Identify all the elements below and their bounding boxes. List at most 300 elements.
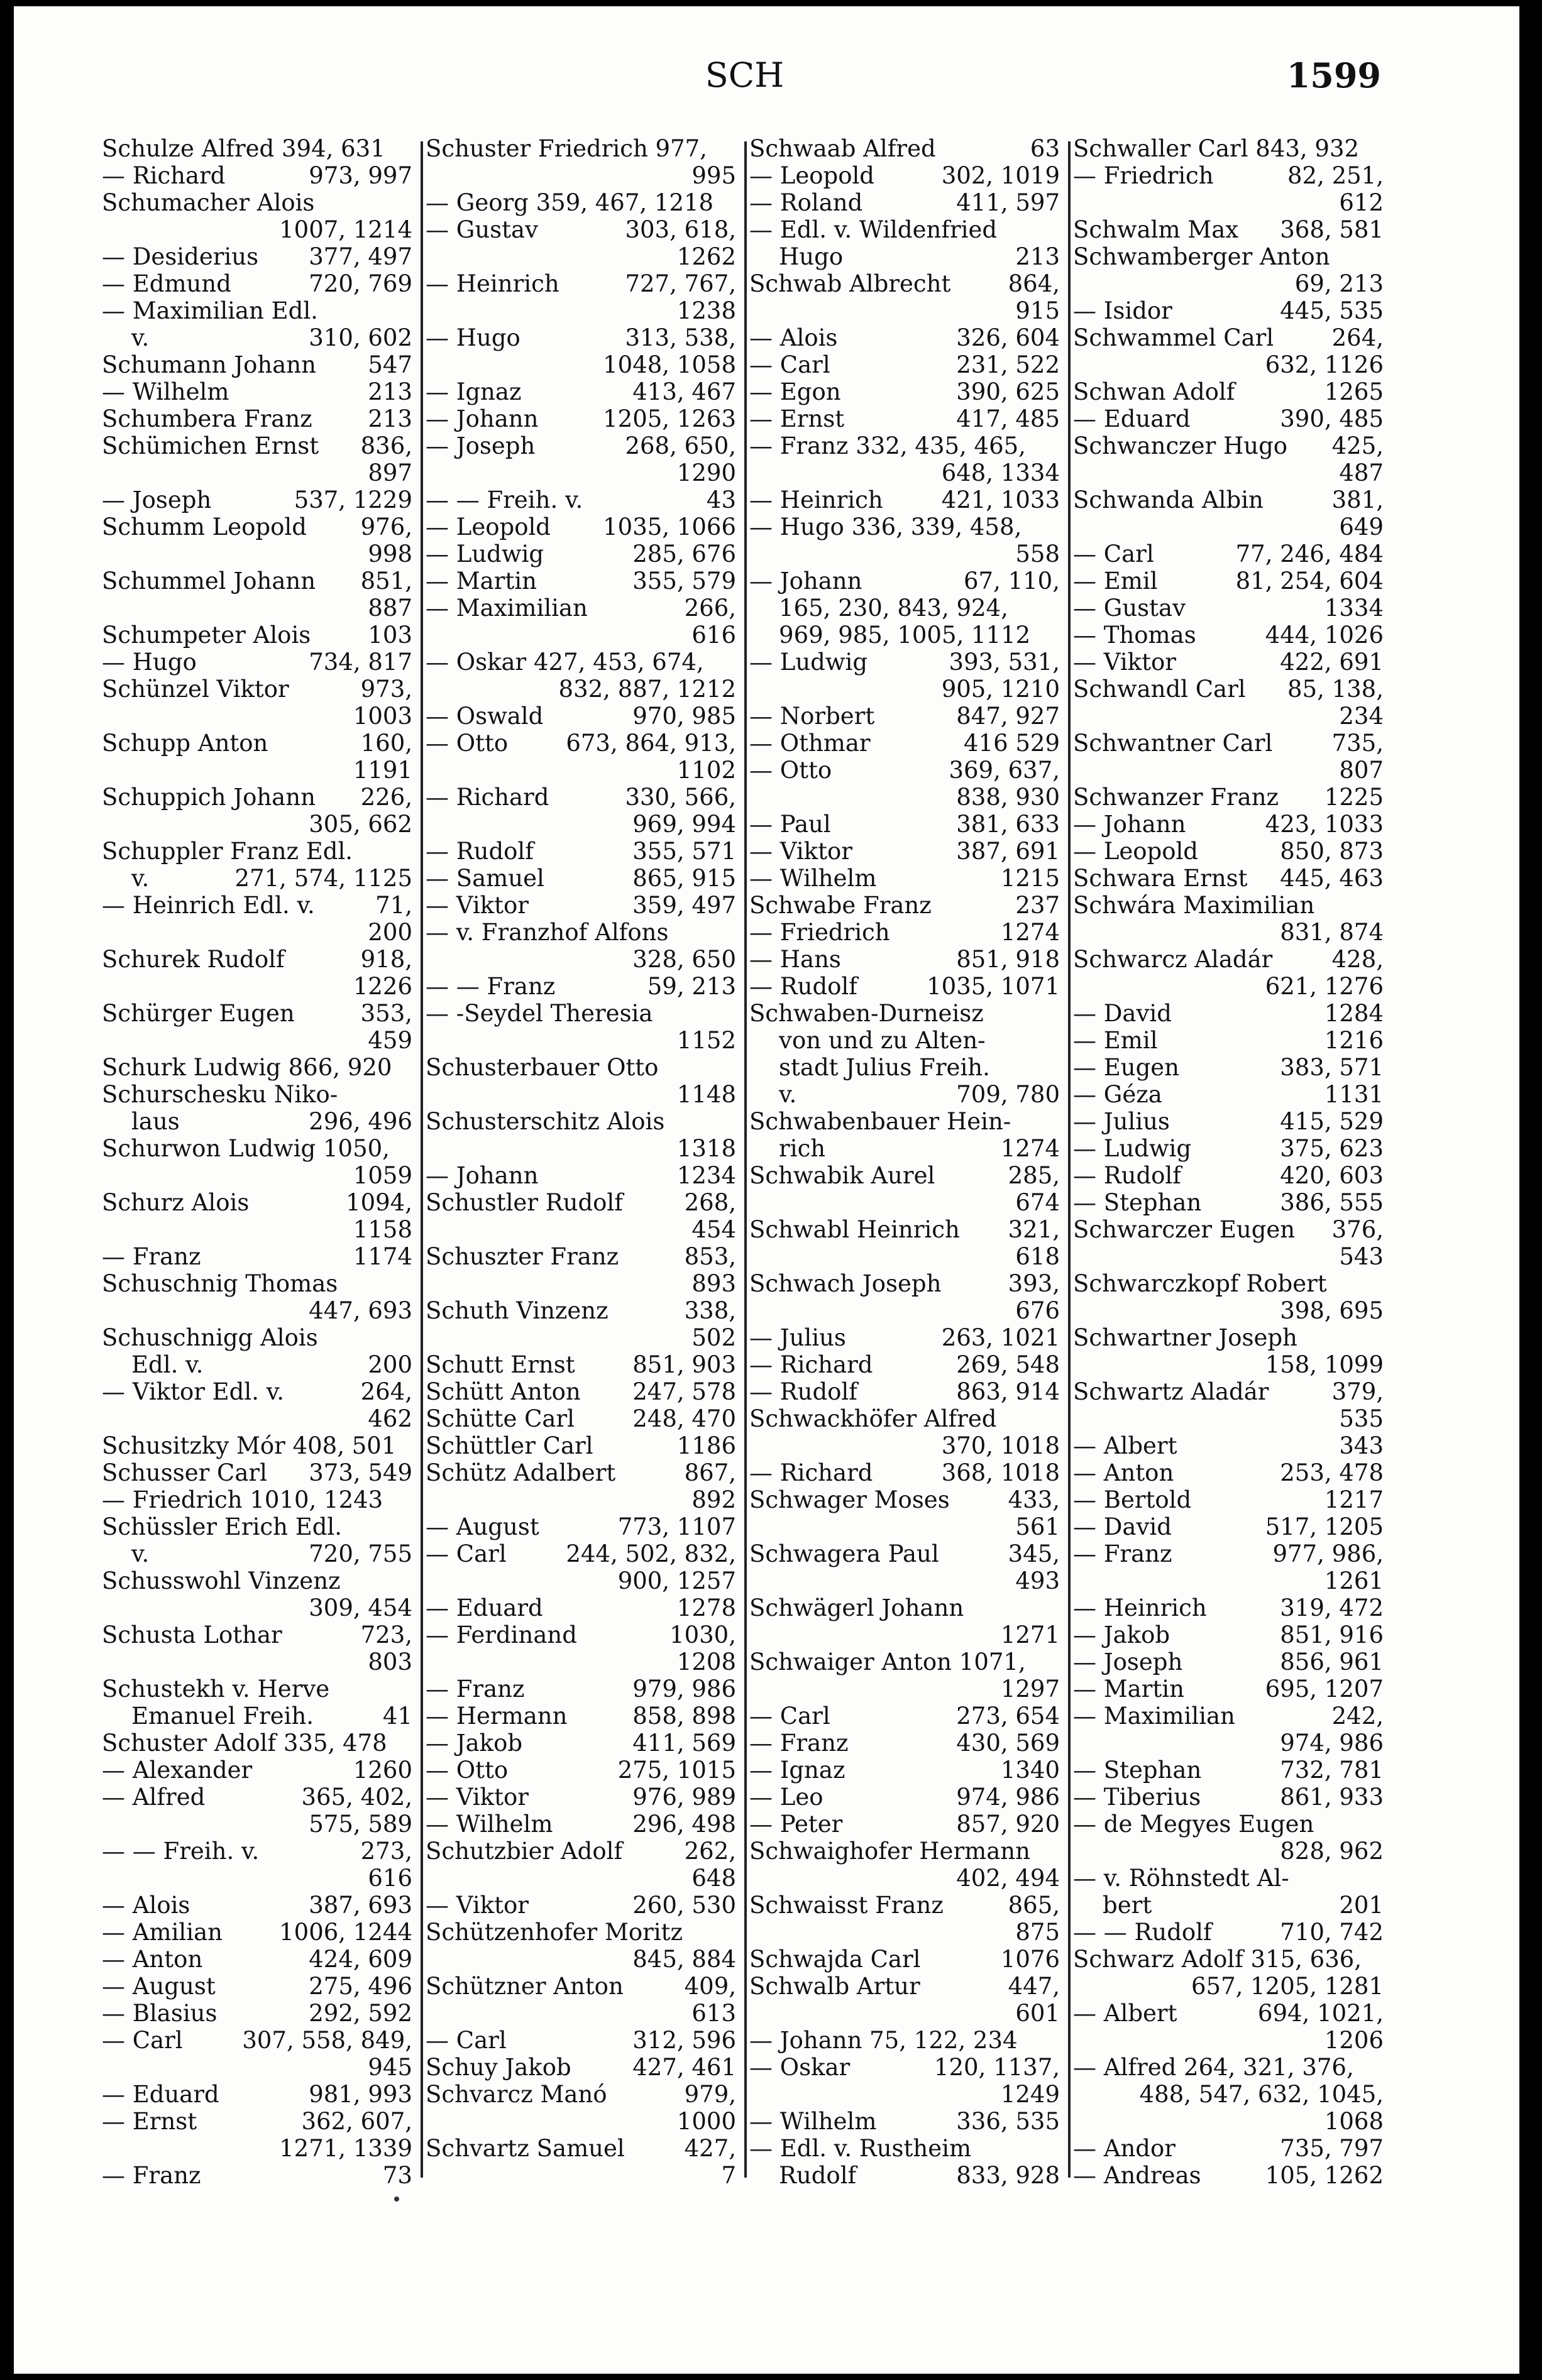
entry-text [426, 243, 677, 270]
entry-text: — Ernst [749, 405, 845, 432]
entry-pages [1060, 2135, 1064, 2162]
index-entry-line [749, 946, 1064, 973]
index-entry-line [749, 838, 1064, 865]
index-entry-line [1073, 189, 1387, 216]
index-entry-line [426, 243, 740, 270]
entry-text [1073, 919, 1280, 946]
entry-pages: 974, 986 [1280, 1730, 1384, 1757]
entry-text: Schwantner Carl [1073, 730, 1273, 757]
index-entry-line [426, 297, 740, 324]
entry-pages: 832, 887, 1212 [558, 676, 736, 703]
entry-text: — Georg 359, 467, 1218 [426, 189, 714, 216]
entry-pages: 865, [1008, 1892, 1060, 1919]
entry-text [426, 1270, 691, 1297]
index-entry-line [426, 1648, 740, 1675]
entry-pages: 447, 693 [309, 1297, 412, 1324]
entry-text: Schusser Carl [102, 1459, 267, 1486]
index-entry-line [426, 703, 740, 730]
entry-text: Schuppich Johann [102, 784, 316, 811]
entry-pages: 296, 498 [632, 1811, 736, 1838]
entry-text: Schwara Ernst [1073, 865, 1248, 892]
entry-pages: 1290 [676, 459, 736, 486]
index-entry-line [102, 1757, 416, 1784]
entry-text: — Andor [1073, 2135, 1176, 2162]
entry-text: Schüttler Carl [426, 1432, 593, 1459]
index-entry-line [102, 1811, 416, 1838]
entry-pages: 657, 1205, 1281 [1191, 1973, 1384, 2000]
index-entry-line [749, 568, 1064, 595]
entry-pages: 502 [691, 1324, 736, 1351]
index-entry-line [749, 432, 1064, 459]
entry-pages: 558 [1015, 540, 1060, 568]
entry-text [1073, 1838, 1280, 1865]
index-entry-line [102, 1270, 416, 1297]
entry-text: Schwanzer Franz [1073, 784, 1279, 811]
entry-text [749, 1432, 942, 1459]
index-entry-line [102, 568, 416, 595]
index-entry-line [102, 486, 416, 513]
entry-text: Schützenhofer Moritz [426, 1919, 683, 1946]
index-column-4 [1073, 135, 1387, 2209]
entry-pages: 1260 [353, 1757, 412, 1784]
index-entry-line [749, 1108, 1064, 1135]
entry-text: — Franz [102, 2162, 201, 2189]
index-entry-line [102, 838, 416, 865]
index-entry-line [102, 811, 416, 838]
entry-pages: 945 [368, 2054, 412, 2081]
entry-text [102, 216, 279, 243]
entry-text: — Friedrich 1010, 1243 [102, 1486, 383, 1513]
index-entry-line [426, 351, 740, 378]
entry-text [102, 1648, 368, 1675]
entry-text: — Rudolf [1073, 1162, 1181, 1189]
entry-text: Schwaisst Franz [749, 1892, 944, 1919]
index-entry-line [1073, 1027, 1387, 1054]
entry-text [1073, 513, 1339, 540]
index-entry-line [1073, 2027, 1387, 2054]
entry-text: v. [749, 1081, 797, 1108]
index-entry-line [102, 2135, 416, 2162]
index-entry-line [749, 1405, 1064, 1432]
entry-text [102, 1405, 368, 1432]
index-entry-line [426, 946, 740, 973]
entry-pages: 387, 691 [956, 838, 1060, 865]
index-entry-line [426, 1243, 740, 1270]
index-entry-line [102, 1946, 416, 1973]
entry-pages: 427, [684, 2135, 736, 2162]
index-entry-line [102, 459, 416, 486]
entry-pages: 1076 [1000, 1946, 1060, 1973]
index-entry-line [1073, 757, 1387, 784]
index-entry-line [749, 1567, 1064, 1594]
entry-pages: 445, 463 [1280, 865, 1384, 892]
entry-text [426, 1567, 618, 1594]
index-entry-line [102, 1081, 416, 1108]
entry-pages: 875 [1015, 1919, 1060, 1946]
index-entry-line [102, 973, 416, 1000]
index-entry-line [426, 1054, 740, 1081]
entry-pages: 773, 1107 [617, 1513, 736, 1540]
entry-text [426, 1135, 677, 1162]
index-entry-line [1073, 1324, 1387, 1351]
entry-text: Schuppler Franz Edl. [102, 838, 353, 865]
entry-text: Schwabe Franz [749, 892, 932, 919]
entry-pages: 275, 1015 [617, 1757, 736, 1784]
entry-text: von und zu Alten- [749, 1027, 986, 1054]
entry-pages: 861, 933 [1280, 1784, 1384, 1811]
index-entry-line [749, 2027, 1064, 2054]
entry-pages: 856, 961 [1280, 1648, 1384, 1675]
index-entry-line [426, 1703, 740, 1730]
index-entry-line [749, 540, 1064, 568]
entry-text [102, 919, 368, 946]
index-entry-line [102, 649, 416, 676]
index-entry-line [426, 486, 740, 513]
entry-text: Schütz Adalbert [426, 1459, 616, 1486]
entry-text: — Heinrich [749, 486, 883, 513]
index-entry-line [426, 1513, 740, 1540]
entry-pages: 421, 1033 [941, 486, 1060, 513]
entry-text: — Leopold [426, 513, 551, 540]
index-entry-line [749, 459, 1064, 486]
entry-text: Schurz Alois [102, 1189, 250, 1216]
entry-pages: 353, [360, 1000, 412, 1027]
entry-pages: 375, 623 [1280, 1135, 1384, 1162]
entry-pages: 1318 [676, 1135, 736, 1162]
entry-text: Schwaben-Durneisz [749, 1000, 984, 1027]
entry-text: Schumm Leopold [102, 513, 307, 540]
index-entry-line [1073, 838, 1387, 865]
entry-pages: 200 [368, 1351, 412, 1378]
entry-pages: 355, 579 [632, 568, 736, 595]
index-entry-line [102, 1919, 416, 1946]
entry-pages: 828, 962 [1280, 1838, 1384, 1865]
index-entry-line [749, 1378, 1064, 1405]
entry-pages: 865, 915 [632, 865, 736, 892]
entry-pages: 362, 607, [301, 2108, 412, 2135]
entry-text [1073, 703, 1339, 730]
entry-text: Schuy Jakob [426, 2054, 571, 2081]
index-entry-line [1073, 1432, 1387, 1459]
index-entry-line [749, 757, 1064, 784]
entry-pages: 613 [691, 2000, 736, 2027]
index-entry-line [1073, 2162, 1387, 2189]
entry-pages: 616 [691, 622, 736, 649]
index-entry-line [1073, 622, 1387, 649]
index-entry-line [102, 297, 416, 324]
entry-text: — Leopold [1073, 838, 1198, 865]
index-entry-line [102, 2054, 416, 2081]
entry-text: Schwartz Aladár [1073, 1378, 1269, 1405]
entry-text: — Martin [426, 568, 537, 595]
entry-text [426, 676, 559, 703]
entry-text: Schwalb Artur [749, 1973, 920, 2000]
entry-pages [736, 1108, 740, 1135]
entry-pages: 398, 695 [1280, 1297, 1384, 1324]
entry-pages: 1215 [1000, 865, 1060, 892]
entry-text: — Heinrich [1073, 1594, 1207, 1621]
entry-pages: 851, 918 [956, 946, 1060, 973]
index-entry-line [749, 1703, 1064, 1730]
entry-text: — Ludwig [1073, 1135, 1192, 1162]
index-entry-line [102, 2081, 416, 2108]
entry-text: Schwalm Max [1073, 216, 1239, 243]
entry-pages: 307, 558, 849, [242, 2027, 412, 2054]
index-entry-line [1073, 270, 1387, 297]
index-entry-line [426, 1865, 740, 1892]
entry-pages: 393, [1008, 1270, 1060, 1297]
index-entry-line [749, 1811, 1064, 1838]
entry-text [1073, 1405, 1339, 1432]
entry-pages: 981, 993 [309, 2081, 412, 2108]
entry-text [426, 351, 603, 378]
entry-text [426, 162, 691, 189]
index-entry-line [749, 1351, 1064, 1378]
entry-text: — — Freih. v. [102, 1838, 260, 1865]
index-entry-line [1073, 1054, 1387, 1081]
entry-pages: 535 [1339, 1405, 1384, 1432]
entry-text [1073, 1297, 1280, 1324]
entry-text [426, 1486, 691, 1513]
entry-pages: 411, 597 [956, 189, 1060, 216]
entry-text: — Rudolf [749, 1378, 857, 1405]
entry-text: — August [102, 1973, 216, 2000]
entry-pages [1384, 1946, 1387, 1973]
entry-pages: 365, 402, [301, 1784, 412, 1811]
entry-pages [1060, 595, 1064, 622]
entry-text: Schuschnigg Alois [102, 1324, 318, 1351]
index-entry-line [1073, 1648, 1387, 1675]
entry-text: — Ernst [102, 2108, 197, 2135]
entry-text: — Stephan [1073, 1189, 1202, 1216]
entry-pages: 242, [1331, 1703, 1384, 1730]
index-entry-line [102, 1594, 416, 1621]
entry-text: Schvartz Samuel [426, 2135, 625, 2162]
entry-pages: 462 [368, 1405, 412, 1432]
entry-text: — Maximilian [426, 595, 588, 622]
entry-text: Schusterbauer Otto [426, 1054, 659, 1081]
entry-pages: 424, 609 [309, 1946, 412, 1973]
entry-text: Schwandl Carl [1073, 676, 1246, 703]
entry-text: rich [749, 1135, 826, 1162]
entry-text: — Martin [1073, 1675, 1184, 1703]
entry-pages: 710, 742 [1280, 1919, 1384, 1946]
index-entry-line [1073, 1405, 1387, 1432]
index-entry-line [426, 865, 740, 892]
entry-text: — Franz [1073, 1540, 1172, 1567]
entry-text [1073, 973, 1265, 1000]
entry-text: Schwager Moses [749, 1486, 950, 1513]
entry-text: Schwajda Carl [749, 1946, 921, 1973]
index-entry-line [426, 162, 740, 189]
entry-text [426, 1865, 691, 1892]
entry-pages: 831, 874 [1280, 919, 1384, 946]
entry-pages: 82, 251, [1287, 162, 1384, 189]
index-entry-line [749, 1297, 1064, 1324]
entry-pages: 409, [684, 1973, 736, 2000]
entry-text: — Viktor Edl. v. [102, 1378, 285, 1405]
entry-text: — Albert [1073, 2000, 1177, 2027]
entry-text [102, 1297, 309, 1324]
entry-pages: 81, 254, 604 [1235, 568, 1384, 595]
index-entry-line [1073, 1216, 1387, 1243]
index-entry-line [749, 378, 1064, 405]
entry-pages: 262, [684, 1838, 736, 1865]
entry-pages: 285, [1008, 1162, 1060, 1189]
index-entry-line [749, 1892, 1064, 1919]
entry-pages: 201 [1339, 1892, 1384, 1919]
index-entry-line [102, 162, 416, 189]
entry-text: — Alois [749, 324, 838, 351]
entry-text: v. [102, 1540, 150, 1567]
entry-text: — Bertold [1073, 1486, 1192, 1513]
entry-text: — Gustav [1073, 595, 1186, 622]
index-entry-line [426, 1730, 740, 1757]
entry-pages: 41 [382, 1703, 412, 1730]
index-entry-line [1073, 1675, 1387, 1703]
index-entry-line [102, 2162, 416, 2189]
index-entry-line [102, 1648, 416, 1675]
entry-pages: 368, 581 [1280, 216, 1384, 243]
index-entry-line [426, 1567, 740, 1594]
entry-pages: 734, 817 [309, 649, 412, 676]
index-entry-line [749, 703, 1064, 730]
entry-pages: 67, 110, [964, 568, 1060, 595]
entry-text [426, 1027, 677, 1054]
index-entry-line [749, 1486, 1064, 1513]
entry-pages: 1265 [1324, 378, 1384, 405]
entry-text: Schusswohl Vinzenz [102, 1567, 341, 1594]
entry-pages: 1217 [1324, 1486, 1384, 1513]
index-entry-line [749, 973, 1064, 1000]
index-entry-line [1073, 1757, 1387, 1784]
entry-pages: 1274 [1000, 919, 1060, 946]
entry-text: Schurschesku Niko- [102, 1081, 338, 1108]
entry-text: Schwaab Alfred [749, 135, 936, 162]
index-entry-line [102, 1189, 416, 1216]
entry-pages: 413, 467 [632, 378, 736, 405]
entry-text [1073, 2108, 1324, 2135]
entry-pages: 1048, 1058 [603, 351, 736, 378]
entry-text [1073, 757, 1339, 784]
entry-text: — Franz [749, 1730, 849, 1757]
entry-text: Schwarczkopf Robert [1073, 1270, 1327, 1297]
entry-pages: 1094, [346, 1189, 412, 1216]
entry-pages: 416 529 [963, 730, 1060, 757]
entry-text: — Hans [749, 946, 841, 973]
index-entry-line [1073, 1946, 1387, 1973]
index-entry-line [102, 1216, 416, 1243]
entry-text [102, 1594, 309, 1621]
entry-pages: 1206 [1324, 2027, 1384, 2054]
entry-text: — v. Röhnstedt Al- [1073, 1865, 1289, 1892]
entry-pages: 969, 994 [632, 811, 736, 838]
entry-text: — Viktor [426, 892, 529, 919]
index-entry-line [1073, 1243, 1387, 1270]
index-entry-line [1073, 1378, 1387, 1405]
index-entry-line [102, 1540, 416, 1567]
entry-pages: 425, [1331, 432, 1384, 459]
running-head [108, 55, 1381, 106]
entry-pages: 266, [684, 595, 736, 622]
entry-pages: 543 [1339, 1243, 1384, 1270]
entry-text: — Othmar [749, 730, 871, 757]
entry-pages: 621, 1276 [1265, 973, 1384, 1000]
entry-text [102, 811, 309, 838]
entry-pages: 851, 916 [1280, 1621, 1384, 1648]
entry-pages: 71, [375, 892, 412, 919]
entry-pages [1060, 513, 1064, 540]
index-entry-line [102, 1351, 416, 1378]
entry-text [749, 1513, 1015, 1540]
index-entry-line [1073, 2081, 1387, 2108]
entry-text: Schwan Adolf [1073, 378, 1235, 405]
entry-pages [412, 1135, 416, 1162]
entry-text [426, 1216, 691, 1243]
index-entry-line [749, 1054, 1064, 1081]
entry-text: Schuth Vinzenz [426, 1297, 609, 1324]
entry-text: stadt Julius Freih. [749, 1054, 990, 1081]
index-entry-line [102, 135, 416, 162]
index-column-3 [749, 135, 1064, 2209]
entry-text [426, 757, 677, 784]
entry-pages [1060, 2027, 1064, 2054]
entry-pages [412, 1324, 416, 1351]
index-entry-line [102, 1892, 416, 1919]
index-entry-line [102, 513, 416, 540]
index-entry-line [749, 1324, 1064, 1351]
entry-text: — Wilhelm [749, 865, 877, 892]
entry-text: — Otto [426, 730, 509, 757]
entry-pages: 200 [368, 919, 412, 946]
entry-pages: 1226 [353, 973, 412, 1000]
entry-text: Schulze Alfred 394, 631 [102, 135, 385, 162]
entry-text [1073, 1567, 1324, 1594]
entry-text: — Desiderius [102, 243, 259, 270]
entry-text: Schuster Friedrich 977, [426, 135, 707, 162]
entry-pages: 234 [1339, 703, 1384, 730]
entry-pages: 838, 930 [956, 784, 1060, 811]
index-entry-line [102, 1243, 416, 1270]
index-entry-line [426, 1162, 740, 1189]
index-entry-line [749, 2108, 1064, 2135]
index-entry-line [1073, 1594, 1387, 1621]
index-entry-line [1073, 1513, 1387, 1540]
entry-text: — Ludwig [749, 649, 868, 676]
index-entry-line [426, 540, 740, 568]
entry-text: v. [102, 324, 150, 351]
entry-text: — Edl. v. Wildenfried [749, 216, 998, 243]
entry-text: Schwagera Paul [749, 1540, 939, 1567]
entry-text: Schwabenbauer Hein- [749, 1108, 1011, 1135]
index-entry-line [749, 1243, 1064, 1270]
entry-text: — Eugen [1073, 1054, 1180, 1081]
index-entry-line [426, 1919, 740, 1946]
index-entry-line [1073, 1973, 1387, 2000]
entry-text: — Samuel [426, 865, 544, 892]
entry-pages [1060, 432, 1064, 459]
index-entry-line [102, 1378, 416, 1405]
entry-text: — Hugo 336, 339, 458, [749, 513, 1022, 540]
entry-text: — Otto [426, 1757, 509, 1784]
entry-text: — Eduard [426, 1594, 543, 1621]
index-entry-line [426, 2054, 740, 2081]
index-entry-line [426, 2162, 740, 2189]
entry-pages [412, 838, 416, 865]
entry-text: — Hugo [426, 324, 520, 351]
entry-text [749, 1675, 1001, 1703]
entry-pages: 376, [1331, 1216, 1384, 1243]
